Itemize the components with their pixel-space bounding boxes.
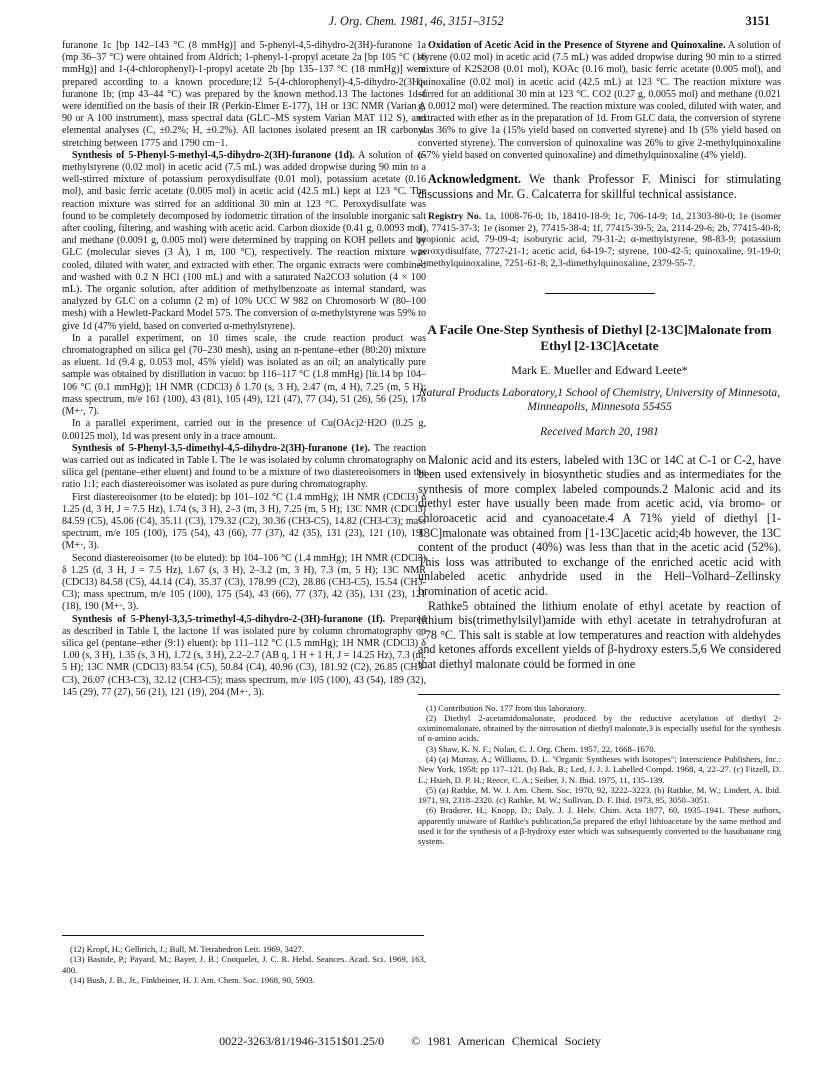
article-divider (545, 293, 655, 294)
paragraph-parallel-2: In a parallel experiment, carried out in the presence of Cu(OAc)2·H2O (0.25 g, 0.00125 mol), 1d was present only in a trace amount. (62, 418, 426, 442)
paragraph-synthesis-1e (62, 443, 426, 492)
page-number: 3151 (745, 14, 770, 28)
right-column (418, 40, 781, 847)
received-date: Received March 20, 1981 (540, 425, 659, 439)
running-head (62, 14, 770, 32)
article-affiliation: Natural Products Laboratory,1 School of Chemistry, University of Minnesota, Minneapolis, Minnesota 55455 (418, 386, 781, 414)
left-column (62, 40, 426, 699)
article-paragraph: Rathke5 obtained the lithium enolate of ethyl acetate by reaction of lithium bis(trimethylsilyl)amide with ethyl acetate in tetrahydrofuran at −78 °C. This salt is stable at low temperatures and reaction with aldehydes and ketones affords excellent yields of β-hydroxy esters.5,6 We considered that diethyl malonate could be formed in one (418, 598, 781, 671)
page-footer (0, 1034, 820, 1049)
paragraph-materials: furanone 1c [bp 142–143 °C (8 mmHg)] and 5-phenyl-4,5-dihydro-2(3H)-furanone 1a (mp 36–37 °C) were obtained from Aldrich; 1-phenyl-1-propyl acetate 2a [bp 105 °C (16 mmHg)] and 1-(4-chlorophenyl)-1-propyl acetate 2b [bp 135–137 °C (18 mmHg)] were prepared according to a known procedure;12 5-(4-chlorophenyl)-4,5-dihydro-2(3H)-furanone 1b; (mp 43–44 °C) was prepared by the known method.13 The lactones 1d–f were identified on the basis of their IR (Perkin-Elmer E-177), 1H or 13C NMR (Varian A 90 or A 100 instrument), mass spectral data (GLC–MS system Varian MAT 112 S), and elemental analyses (C, ±0.2%; H, ±0.2%). All lactones isolated present an IR carbonyl stretching between 1775 and 1790 cm−1. (62, 40, 426, 149)
section-text-1e: The reaction was carried out as indicated in Table I. The 1e was isolated by column chromatography on silica gel (pentane–ether eluent) and found to be a mixture of two diastereoisomers in the ratio 1:1; each diastereoisomer was isolated as pure during chromatography. (62, 442, 426, 491)
footnote: (14) Bush, J. B., Jr., Finkbeiner, H. J. Am. Chem. Soc. 1968, 90, 5903. (70, 974, 315, 985)
journal-citation: J. Org. Chem. 1981, 46, 3151–3152 (328, 14, 504, 28)
paragraph-oxidation (418, 40, 781, 162)
acknowledgment (418, 172, 781, 201)
footnote: (5) (a) Rathke, M. W. J. Am. Chem. Soc. 1970, 92, 3222–3223. (b) Rathke, M. W.; Lindert, A. Ibid. 1971, 93, 2318–2320. (c) Rathke, M. W.; Sullivan, D. F. Ibid. 1973, 95, 3050–3051. (418, 784, 781, 806)
footnote: (4) (a) Murray, A.; Williams, D. L. "Organic Syntheses with Isotopes"; Interscience Publishers, Inc.: New York, 1958; pp 117–121. (b) Bak, B.; Led, J. J. J. Labelled Compd. 1968, 4, 22–27. (c) Fitzell, D. L.; Hsieh, D. P. H.; Reece, C. A.; Seiber, J. N. Ibid. 1975, 11, 135–139. (418, 753, 781, 785)
registry-text: 1a, 1008-76-0; 1b, 18410-18-9; 1c, 706-14-9; 1d, 21303-80-0; 1e (isomer 1), 77415-37-3; 1e (isomer 2), 77415-38-4; 1f, 77415-39-5; 2a, 2114-29-6; 2b, 77415-40-8; propionic acid, 79-09-4; isobutyric acid, 79-31-2; α-methylstyrene, 98-83-9; potassium peroxydisulfate, 7727-21-1; acetic acid, 64-19-7; styrene, 100-42-5; quinoxaline, 91-19-0; 2-methylquinoxaline, 7251-61-8; 2,3-dimethylquinoxaline, 2379-55-7. (418, 211, 781, 269)
acknowledgment-heading: Acknowledgment. (428, 172, 522, 187)
paragraph-first-diastereoisomer: First diastereoisomer (to be eluted): bp 101–102 °C (1.4 mmHg); 1H NMR (CDCl3) δ 1.25 (d, 3 H, J = 7.5 Hz), 1.74 (s, 3 H), 2–3 (m, 3 H), 7.25 (m, 5 H); 13C NMR (CDCl3) 84.59 (C5), 45.06 (C4), 35.11 (C3), 179.32 (C2), 30.36 (CH3-C5), 14.82 (CH3-C3); mass spectrum, m/e 105 (100), 175 (54), 43 (66), 77 (37), 42 (35), 131 (23), 121 (10), 190 (M+·, 3). (62, 491, 426, 552)
article-code: 0022-3263/81/1946-3151$01.25/0 (219, 1034, 385, 1048)
paragraph-parallel-1: In a parallel experiment, on 10 times scale, the crude reaction product was chromatographed on silica gel (70–230 mesh), using an n-pentane–ether (80:20) mixture as eluent. 1d (9.4 g, 0.053 mol, 45% yield) was isolated as an oil; an analytically pure sample was obtained by distillation in vacuo: bp 116–117 °C (1.8 mmHg) [lit.14 bp 104–106 °C (0.1 mmHg)]; 1H NMR (CDCl3) δ 1.70 (s, 3 H), 2.47 (m, 4 H), 7.25 (m, 5 H); mass spectrum, m/e 161 (100), 43 (81), 105 (49), 121 (47), 77 (34), 51 (26), 56 (25), 176 (M+·, 7). (62, 332, 426, 418)
paragraph-synthesis-1f (62, 614, 426, 699)
footnote: (1) Contribution No. 177 from this laboratory. (426, 702, 587, 713)
paragraph-synthesis-1d (62, 150, 426, 333)
footnote-divider (62, 935, 424, 936)
registry-heading: Registry No. (428, 211, 482, 223)
footnote: (2) Diethyl 2-acetamidomalonate, produced by the reductive acetylation of diethyl 2-oximinomalonate, obtained by the nitrosation of diethyl malonate,3 is especially useful for the synthesis of α-amino acids. (418, 712, 781, 744)
section-heading-1e: Synthesis of 5-Phenyl-3,5-dimethyl-4,5-dihydro-2(3H)-furanone (1e). (72, 442, 371, 454)
left-footnotes (62, 925, 426, 985)
footnote: (6) Braderer, H.; Knopp, D.; Daly, J. J. Helv. Chim. Acta 1977, 60, 1935–1941. These authors, apparently unaware of Rathke's publication,5a prepared the ethyl lithioacetate by the same method and used it for the synthesis of a β-hydroxy ester which was subsequently converted to the hasubanane ring system. (418, 805, 781, 847)
footnote: (12) Kropf, H.; Gelbrich, J.; Ball, M. Tetrahedron Lett. 1969, 3427. (70, 944, 304, 954)
article-title: A Facile One-Step Synthesis of Diethyl [2-13C]Malonate from Ethyl [2-13C]Acetate (427, 322, 772, 354)
section-heading-1f: Synthesis of 5-Phenyl-3,3,5-trimethyl-4,5-dihydro-2-(3H)-furanone (1f). (72, 613, 386, 625)
footnote-divider (418, 694, 780, 695)
copyright-notice: © 1981 American Chemical Society (411, 1034, 601, 1048)
section-text-1f: Prepared as described in Table I, the lactone 1f was isolated pure by column chromatography on silica gel (pentane–ether (9:1) eluent): bp 111–112 °C (1.5 mmHg); 1H NMR (CDCl3) δ 1.00 (s, 3 H), 1.35 (s, 3 H), 1.72 (s, 3 H), 2.2–2.7 (AB q, 1 H + 1 H, J = 14.25 Hz), 7.3 (m, 5 H); 13C NMR (CDCl3) 83.54 (C5), 50.84 (C4), 40.96 (C3), 181.92 (C2), 26.85 (CH3-C3), 26.07 (CH3-C3), 32.12 (CH3-C5); mass spectrum, m/e 105 (100), 43 (54), 189 (32), 145 (29), 77 (27), 56 (21), 121 (19), 204 (M+·, 3). (62, 613, 427, 698)
registry-numbers (418, 211, 781, 269)
paragraph-second-diastereoisomer: Second diastereoisomer (to be eluted): bp 104–106 °C (1.4 mmHg); 1H NMR (CDCl3) δ 1.25 (d, 3 H, J = 7.5 Hz), 1.67 (s, 3 H), 2–3.2 (m, 3 H), 7.3 (m, 5 H); 13C NMR (CDCl3) 84.58 (C5), 44.14 (C4), 35.37 (C3), 178.99 (C2), 28.86 (CH3-C5), 15.54 (CH3-C3); mass spectrum, m/e 105 (100), 175 (54), 43 (66), 77 (37), 42 (35), 131 (23), 121 (18), 190 (M+·, 3). (62, 552, 426, 613)
section-heading-1d: Synthesis of 5-Phenyl-5-methyl-4,5-dihydro-2(3H)-furanone (1d). (72, 149, 355, 161)
footnote: (3) Shaw, K. N. F.; Nolan, C. J. Org. Chem. 1957, 22, 1668–1670. (426, 743, 656, 754)
section-heading-oxidation: Oxidation of Acetic Acid in the Presence of Styrene and Quinoxaline. (428, 40, 726, 51)
section-text-1d: A solution of α-methylstyrene (0.02 mol) in acetic acid (7.5 mL) was added dropwise during 90 min to a well-stirred mixture of potassium peroxydisulfate (0.01 mol), potassium acetate (0.16 mol), and basic ferric acetate (0.005 mol) in acetic acid (42.5 mL) kept at 123 °C. The reaction mixture was stirred for an additional 30 min at 123 °C. Peroxydisulfate was found to be completely decomposed by iodometric titration of the insoluble inorganic salt after cooling, filtering, and washing with acetic acid. Carbon dioxide (0.41 g, 0.0093 mol) and methane (0.0091 g, 0.005 mol) were determined by trapping on KOH pellets and by GLC (molecular sieves (3 Å), 1 m, 100 °C), respectively. The reaction mixture was cooled, diluted with water, and extracted with ether. The organic extracts were combined and washed with 0.2 N HCl (100 mL) and with a saturated Na2CO3 solution (4 × 100 mL). The organic solution, after addition of methylbenzoate as internal standard, was analyzed by GLC on a column (2 m) of 10% UCC W 982 on Chromosorb W (80–100 mesh) with a Hewlett-Packard Model 575. The conversion of α-methylstyrene was 59% to give 1d (47% yield, based on converted α-methylstyrene). (62, 149, 426, 332)
section-text-oxidation: A solution of styrene (0.02 mol) in acetic acid (7.5 mL) was added dropwise during 90 min to a stirred mixture of K2S2O8 (0.01 mol), KOAc (0.16 mol), basic ferric acetate (0.005 mol), and quinoxaline (0.02 mol) in acetic acid (42.5 mL) at 123 °C. The reaction mixture was stirred for an additional 30 min at 123 °C. CO2 (0.27 g, 0.0055 mol) and methane (0.021 g, 0.0012 mol) were determined. The reaction mixture was cooled, diluted with water, and extracted with ether as in the preparation of 1d. From GLC data, the conversion of styrene was 36% to give 1a (15% yield based on converted styrene) and 1b (5% yield based on converted styrene). The conversion of quinoxaline was 26% to give 2-methylquinoxaline (57% yield based on converted quinoxaline) and dimethylquinoxaline (4% yield). (418, 40, 781, 161)
article-paragraph: Malonic acid and its esters, labeled with 13C or 14C at C-1 or C-2, have been used extensively in biosynthetic studies and as intermediates for the synthesis of more complex labeled compounds.2 Malonic acid and its diethyl ester have usually been made from acetic acid, via bromo- or chloroacetic acid and cyanoacetate.4 A 71% yield of diethyl [1-13C]malonate was obtained from [1-13C]acetic acid;4b however, the 13C content of the product (40%) was less than that in the acetic acid (52%). This loss was attributed to exchange of the enriched acetic acid with unlabeled acetic anhydride used in the Hell–Volhard–Zellinsky bromination of acetic acid. (418, 452, 781, 598)
footnote: (13) Bastide, P.; Payard, M.; Bayer, J. B.; Cooquelet, J. C. R. Hebd. Seances. Acad. Sci. 1969, 163, 400. (62, 954, 426, 975)
right-footnotes (418, 703, 781, 847)
acknowledgment-text: We thank Professor F. Minisci for stimulating discussions and Mr. G. Calcaterra for skillful technical assistance. (418, 172, 781, 201)
article-authors: Mark E. Mueller and Edward Leete* (511, 363, 688, 378)
